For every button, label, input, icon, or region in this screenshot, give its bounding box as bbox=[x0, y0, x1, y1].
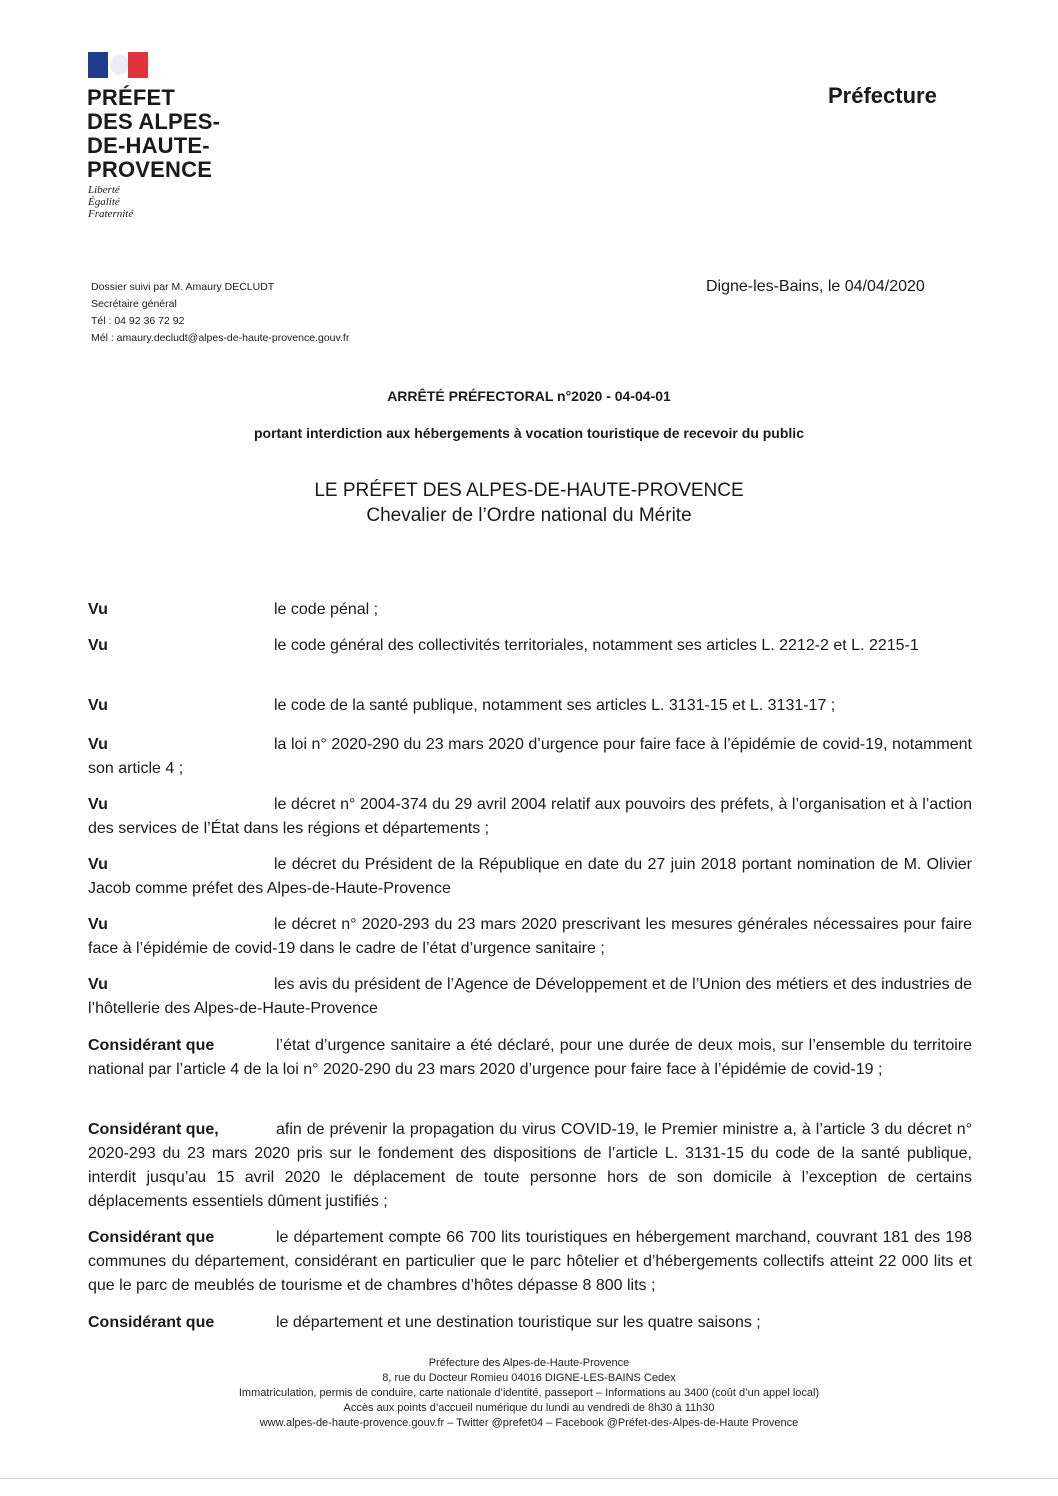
considerant-item bbox=[88, 1034, 972, 1082]
authority-title: LE PRÉFET DES ALPES-DE-HAUTE-PROVENCE bbox=[314, 480, 744, 501]
visa-label: Vu bbox=[88, 601, 108, 618]
dossier-email: Mél : amaury.decludt@alpes-de-haute-provence.gouv.fr bbox=[91, 332, 350, 344]
considerant-item bbox=[88, 1226, 972, 1298]
considerant-item bbox=[88, 1118, 972, 1214]
visa-text: le décret n° 2004-374 du 29 avril 2004 relatif aux pouvoirs des préfets, à l’organisation et à l’action des services de l’État dans les régions et départements ; bbox=[88, 796, 972, 837]
authority-block bbox=[0, 478, 1058, 528]
visa-label: Vu bbox=[88, 856, 108, 873]
authority-honor: Chevalier de l’Ordre national du Mérite bbox=[366, 505, 692, 526]
visa-item bbox=[88, 733, 972, 781]
visa-label: Vu bbox=[88, 916, 108, 933]
considerant-label: Considérant que bbox=[88, 1229, 215, 1246]
considerant-item bbox=[88, 1311, 972, 1335]
visa-label: Vu bbox=[88, 796, 108, 813]
visa-text: les avis du président de l’Agence de Développement et de l’Union des métiers et des industries de l’hôtellerie des Alpes-de-Haute-Provence bbox=[88, 976, 972, 1017]
visa-text: le décret du Président de la République en date du 27 juin 2018 portant nomination de M. Olivier Jacob comme préfet des Alpes-de-Haute-Provence bbox=[88, 856, 972, 897]
footer-hours: Accès aux points d’accueil numérique du lundi au vendredi de 8h30 à 11h30 bbox=[343, 1402, 715, 1414]
considerant-label: Considérant que bbox=[88, 1037, 215, 1054]
visa-item bbox=[88, 973, 972, 1021]
document-date: Digne-les-Bains, le 04/04/2020 bbox=[706, 278, 925, 295]
arrete-subtitle: portant interdiction aux hébergements à vocation touristique de recevoir du public bbox=[254, 425, 804, 441]
prefecture-label: Préfecture bbox=[828, 83, 937, 108]
considerant-text: le département et une destination touristique sur les quatre saisons ; bbox=[276, 1314, 761, 1331]
considerant-label: Considérant que, bbox=[88, 1121, 219, 1138]
logo-line: PRÉFET bbox=[87, 85, 175, 110]
visa-item bbox=[88, 913, 972, 961]
motto-egalite: Égalité bbox=[88, 196, 120, 208]
motto-liberte: Liberté bbox=[88, 184, 120, 196]
page-footer bbox=[0, 1356, 1058, 1431]
considerant-text: l’état d’urgence sanitaire a été déclaré, pour une durée de deux mois, sur l’ensemble du territoire national par l’article 4 de la loi n° 2020-290 du 23 mars 2020 d’urgence pour faire face à l’épidémie de covid-19 ; bbox=[88, 1037, 972, 1078]
visa-text: la loi n° 2020-290 du 23 mars 2020 d’urgence pour faire face à l’épidémie de covid-19, notamment son article 4 ; bbox=[88, 736, 972, 777]
footer-links: www.alpes-de-haute-provence.gouv.fr – Twitter @prefet04 – Facebook @Préfet-des-Alpes-de-Haute Provence bbox=[259, 1417, 799, 1429]
dossier-info bbox=[91, 279, 349, 347]
visa-label: Vu bbox=[88, 976, 108, 993]
footer-address: 8, rue du Docteur Romieu 04016 DIGNE-LES-BAINS Cedex bbox=[382, 1372, 676, 1384]
dossier-role: Secrétaire général bbox=[91, 298, 177, 310]
logo-line: DE-HAUTE- bbox=[87, 133, 210, 158]
prefet-logo-text bbox=[87, 86, 267, 182]
visa-item bbox=[88, 694, 972, 718]
dossier-followed-by: Dossier suivi par M. Amaury DECLUDT bbox=[91, 281, 275, 293]
dossier-phone: Tél : 04 92 36 72 92 bbox=[91, 315, 185, 327]
considerant-label: Considérant que bbox=[88, 1314, 215, 1331]
considerant-text: le département compte 66 700 lits touristiques en hébergement marchand, couvrant 181 des 198 communes du département, considérant en particulier que le parc hôtelier et d’hébergements collectifs atteint 22 000 lits et que le parc de meublés de tourisme et de chambres d’hôtes dépasse 8 800 lits ; bbox=[88, 1229, 972, 1294]
visa-label: Vu bbox=[88, 697, 108, 714]
footer-office: Préfecture des Alpes-de-Haute-Provence bbox=[428, 1357, 630, 1369]
visa-label: Vu bbox=[88, 637, 108, 654]
visa-text: le code de la santé publique, notamment ses articles L. 3131-15 et L. 3131-17 ; bbox=[274, 697, 836, 714]
page-edge-line bbox=[0, 1478, 1058, 1479]
considerant-text: afin de prévenir la propagation du virus COVID-19, le Premier ministre a, à l’article 3 du décret n° 2020-293 du 23 mars 2020 pris sur le fondement des dispositions de l’article L. 3131-15 du code de la santé publique, interdit jusqu’au 15 avril 2020 le déplacement de toute personne hors de son domicile à l’exception de certains déplacements essentiels dûment justifiés ; bbox=[88, 1121, 972, 1210]
visa-text: le code pénal ; bbox=[274, 601, 379, 618]
visa-label: Vu bbox=[88, 736, 108, 753]
visa-item bbox=[88, 634, 972, 658]
logo-line: DES ALPES- bbox=[87, 109, 221, 134]
republic-motto bbox=[88, 184, 133, 220]
visa-text: le code général des collectivités territoriales, notamment ses articles L. 2212-2 et L. 2215-1 bbox=[274, 637, 919, 654]
visa-item bbox=[88, 598, 972, 622]
logo-line: PROVENCE bbox=[87, 157, 213, 182]
marianne-flag-logo bbox=[88, 52, 148, 78]
visa-text: le décret n° 2020-293 du 23 mars 2020 prescrivant les mesures générales nécessaires pour faire face à l’épidémie de covid-19 dans le cadre de l’état d’urgence sanitaire ; bbox=[88, 916, 972, 957]
arrete-title: ARRÊTÉ PRÉFECTORAL n°2020 - 04-04-01 bbox=[387, 388, 671, 404]
visa-item bbox=[88, 793, 972, 841]
footer-services: Immatriculation, permis de conduire, carte nationale d’identité, passeport – Informations au 3400 (coût d’un appel local) bbox=[238, 1387, 820, 1399]
visa-item bbox=[88, 853, 972, 901]
motto-fraternite: Fraternité bbox=[88, 208, 134, 220]
